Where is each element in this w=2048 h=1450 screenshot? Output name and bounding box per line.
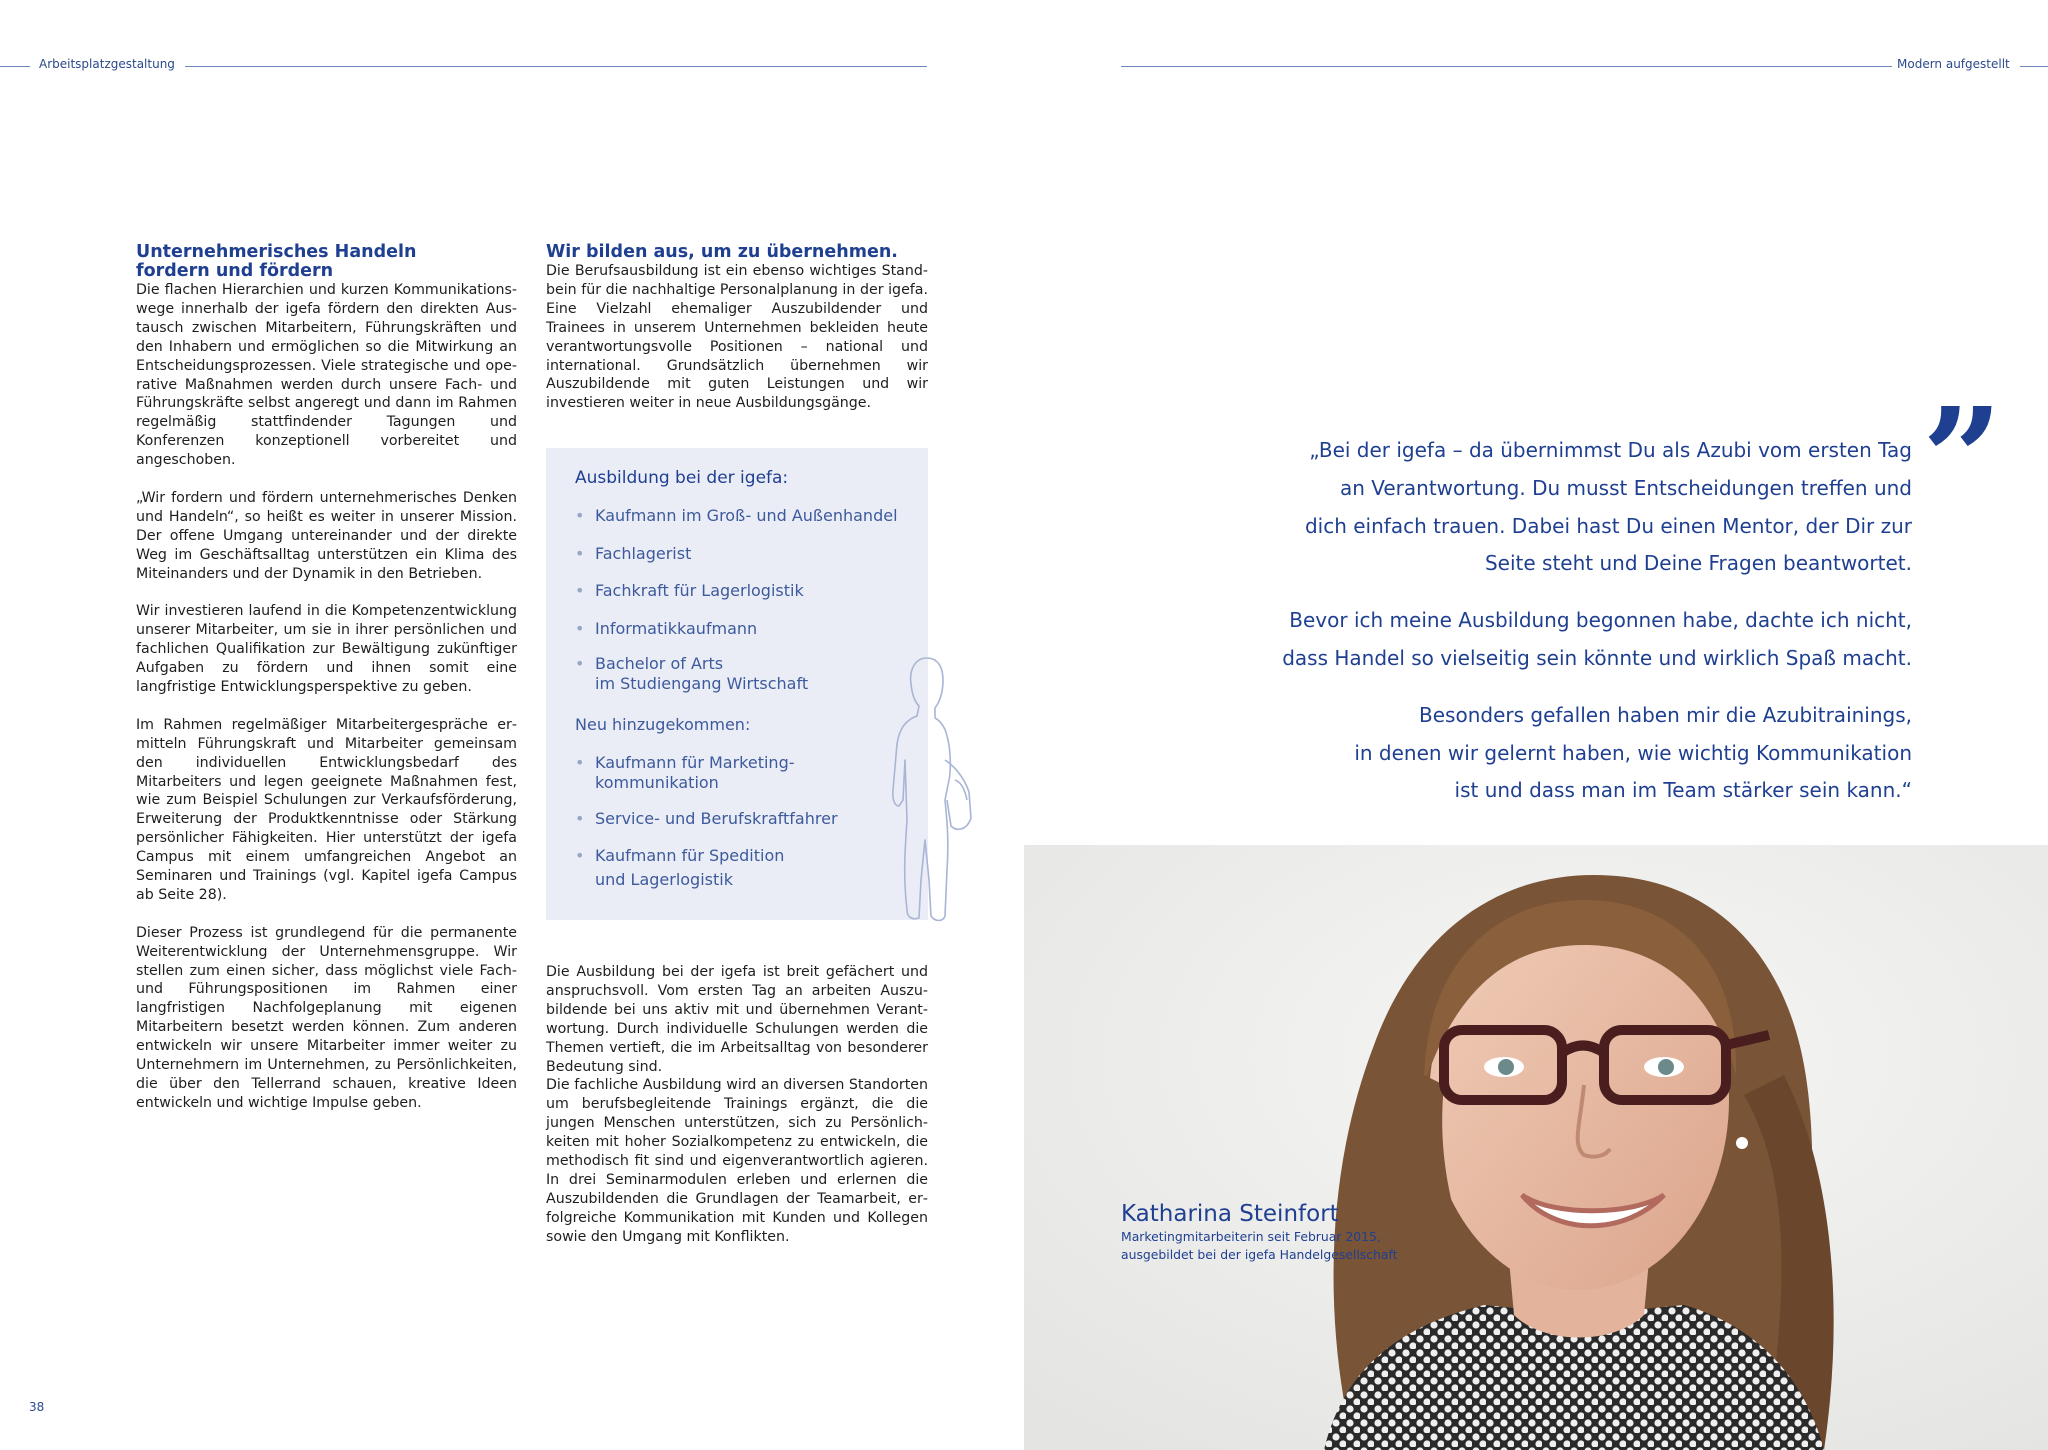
list-item: • Kaufmann im Groß- und Außenhandel [575, 504, 898, 527]
header-rule-left-long [185, 66, 927, 67]
quote-mark-icon: ” [1922, 378, 2003, 542]
left-paragraph-5: Dieser Prozess ist grundlegend für die permanente Weiterentwicklung der Unternehmensgruppe. Wir stellen zum einen sicher, dass möglichst viele Fach- und Führungspositionen im Rahmen einer langfristigen Nachfolgeplanung mit eigenen Mitarbeitern besetzt werden können. Zum anderen entwickeln wir unsere Mitarbeiter immer weiter zu Unternehmern im Unternehmen, zu Persönlichkeiten, die über den Tellerrand schauen, kreative Ideen entwickeln und wichtige Impulse geben. [136, 924, 517, 1111]
person-role-line-1: Marketingmitarbeiterin seit Februar 2015, [1121, 1229, 1381, 1244]
list-item: • Fachlagerist [575, 542, 898, 565]
new-training-list [575, 753, 838, 906]
testimonial-quote [1180, 432, 1912, 829]
woman-silhouette-illustration [875, 650, 975, 925]
middle-outro-2: Die fachliche Ausbildung wird an diversen Standorten um berufsbegleitende Trainings ergänzt, die die jungen Menschen unterstützen, sich zu Persönlichkeiten mit hoher Sozialkompetenz zu entwickeln, die methodisch fit sind und eigenverantwortlich agieren. In drei Seminarmodulen erleben und erlernen die Auszubildenden die Grundlagen der Teamarbeit, erfolgreiche Kommunikation mit Kunden und Kollegen sowie den Umgang mit Konflikten. [546, 1077, 928, 1245]
list-item: • Informatikkaufmann [575, 617, 898, 640]
new-label: Neu hinzugekommen: [575, 715, 751, 734]
middle-intro: Die Berufsausbildung ist ein ebenso wichtiges Standbein für die nachhaltige Personalplanung in der igefa. Eine Vielzahl ehemaliger Auszubildender und Trainees in unserem Unternehmen bekleiden heute verantwortungsvolle Positionen – national und international. Grundsätzlich übernehmen wir Auszubildende mit guten Leistungen und wir investieren weiter in neue Ausbildungsgänge. [546, 263, 928, 412]
page-number-left: 38 [29, 1400, 45, 1414]
list-item: • Kaufmann für Spedition und Lagerlogistik [575, 844, 838, 891]
left-column [136, 243, 517, 1113]
training-list [575, 504, 898, 708]
quote-paragraph-2: Bevor ich meine Ausbildung begonnen habe, dachte ich nicht, dass Handel so vielseitig sein könnte und wirklich Spaß macht. [1282, 608, 1912, 670]
middle-column-top [546, 243, 928, 413]
portrait-photo [1024, 845, 2048, 1450]
list-item: • Fachkraft für Lagerlogistik [575, 579, 898, 602]
person-name: Katharina Steinfort [1121, 1201, 1339, 1227]
photo-caption [1121, 1200, 1398, 1263]
quote-paragraph-3: Besonders gefallen haben mir die Azubitrainings, in denen wir gelernt haben, wie wichtig Kommunikation ist und dass man im Team stärker sein kann.“ [1354, 702, 1912, 803]
middle-column-heading: Wir bilden aus, um zu übernehmen. [546, 242, 898, 262]
list-item: • Service- und Berufskraftfahrer [575, 807, 838, 830]
middle-outro-1: Die Ausbildung bei der igefa ist breit gefächert und anspruchsvoll. Vom ersten Tag an arbeiten Auszubildende bei uns aktiv mit und übernehmen Verantwortung. Durch individuelle Schulungen werden die Themen vertieft, die im Arbeitsalltag von besonderer Bedeutung sind. [546, 964, 928, 1075]
list-item: • Kaufmann für Marketing- kommunikation [575, 753, 838, 792]
left-paragraph-3: Wir investieren laufend in die Kompetenzentwicklung unserer Mitarbeiter, um sie in ihrer persönlichen und fachlichen Qualifikation zur Bewältigung zukünftiger Aufgaben zu fördern und ihnen somit eine langfristige Entwicklungsperspektive zu geben. [136, 603, 517, 695]
header-rule-left [0, 66, 30, 67]
training-box-title: Ausbildung bei der igefa: [575, 468, 789, 488]
page-number-right: 39 [1996, 1400, 2012, 1414]
person-role-line-2: ausgebildet bei der igefa Handelgesellschaft [1121, 1246, 1398, 1262]
quote-paragraph-1: „Bei der igefa – da übernimmst Du als Azubi vom ersten Tag an Verantwortung. Du musst Entscheidungen treffen und dich einfach trauen. Dabei hast Du einen Mentor, der Dir zur Seite steht und Deine Fragen beantwortet. [1304, 438, 1912, 576]
left-paragraph-4: Im Rahmen regelmäßiger Mitarbeitergespräche ermitteln Führungskraft und Mitarbeiter gemeinsam den individuellen Entwicklungsbedarf des Mitarbeiters und legen geeignete Maßnahmen fest, wie zum Beispiel Schulungen zur Verkaufsförderung, Erweiterung der Produktkenntnisse oder Stärkung persönlicher Fähigkeiten. Hier unterstützt der igefa Campus mit einem umfangreichen Angebot an Seminaren und Trainings (vgl. Kapitel igefa Campus ab Seite 28). [136, 716, 517, 903]
left-column-heading: Unternehmerisches Handeln fordern und fördern [136, 242, 417, 281]
left-paragraph-1: Die flachen Hierarchien und kurzen Kommunikationswege innerhalb der igefa fördern den direkten Austausch zwischen Mitarbeitern, Führungskräften und den Inhabern und ermöglichen so die Mitwirkung an Entscheidungsprozessen. Viele strategische und operative Maßnahmen werden durch unsere Fach- und Führungskräfte selbst angeregt und dann im Rahmen regelmäßig stattfindender Tagungen und Konferenzen konzeptionell vorbereitet und angeschoben. [136, 282, 517, 469]
header-rule-right-long [1121, 66, 1892, 67]
left-paragraph-2: „Wir fordern und fördern unternehmerisches Denken und Handeln“, so heißt es weiter in unserer Mission. Der offene Umgang untereinander und der direkte Weg im Geschäftsalltag unterstützen ein Klima des Miteinanders und der Dynamik in den Betrieben. [136, 489, 517, 582]
header-rule-right [2020, 66, 2048, 67]
middle-column-bottom [546, 963, 928, 1247]
portrait-illustration [1024, 845, 2048, 1450]
header-right-label: Modern aufgestellt [1897, 57, 2010, 71]
list-item: • Bachelor of Arts im Studiengang Wirtschaft [575, 654, 898, 693]
training-box [546, 448, 928, 920]
header-left-label: Arbeitsplatzgestaltung [39, 57, 175, 71]
